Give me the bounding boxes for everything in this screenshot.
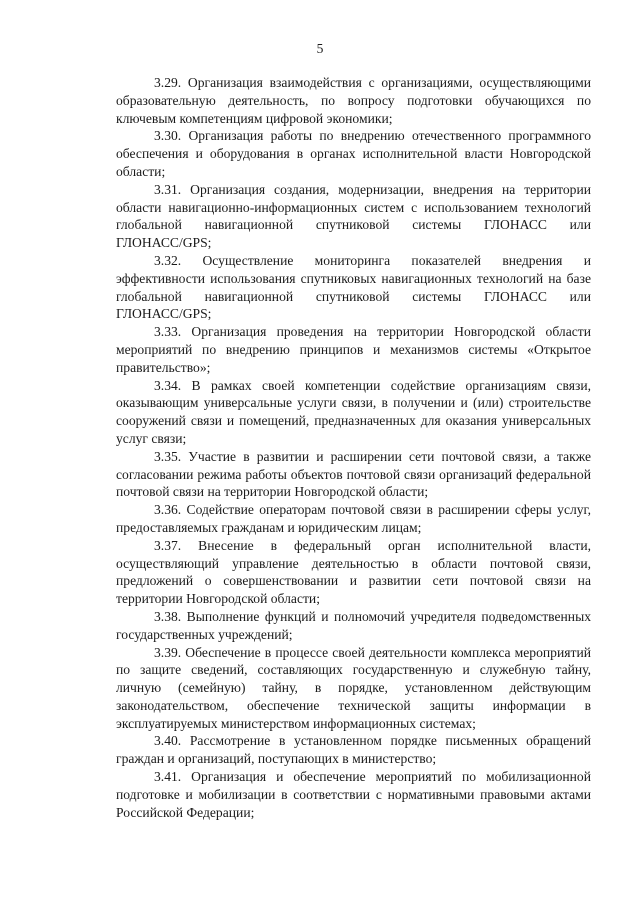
paragraph-3-36: 3.36. Содействие операторам почтовой связи в расширении сферы услуг, предоставляемых гражданам и юридическим лицам; bbox=[116, 502, 591, 535]
paragraph-3-31: 3.31. Организация создания, модернизации, внедрения на территории области навигационно-информационных систем с использованием технологий глобальной навигационной спутниковой системы ГЛОНАСС или ГЛОНАСС/GPS; bbox=[116, 181, 591, 251]
paragraph-3-39: 3.39. Обеспечение в процессе своей деятельности комплекса мероприятий по защите сведений, составляющих государственную и служебную тайну, личную (семейную) тайну, в порядке, установленном действующим законодательством, обеспечение технической защиты информации в эксплуатируемых министерством информационных системах; bbox=[116, 644, 591, 731]
paragraph-3-32: 3.32. Осуществление мониторинга показателей внедрения и эффективности использования спутниковых навигационных технологий на базе глобальной навигационной спутниковой системы ГЛОНАСС или ГЛОНАСС/GPS; bbox=[116, 252, 591, 322]
paragraph-3-41: 3.41. Организация и обеспечение мероприятий по мобилизационной подготовке и мобилизации в соответствии с нормативными правовыми актами Российской Федерации; bbox=[116, 769, 591, 820]
document-body bbox=[116, 74, 591, 821]
paragraph-3-40: 3.40. Рассмотрение в установленном порядке письменных обращений граждан и организаций, поступающих в министерство; bbox=[116, 733, 591, 767]
paragraph-3-30: 3.30. Организация работы по внедрению отечественного программного обеспечения и оборудования в органах исполнительной власти Новгородской области; bbox=[116, 128, 591, 179]
paragraph-3-35: 3.35. Участие в развитии и расширении сети почтовой связи, а также согласовании режима работы объектов почтовой связи организаций федеральной почтовой связи на территории Новгородской области; bbox=[116, 448, 591, 500]
page-number: 5 bbox=[316, 41, 324, 56]
paragraph-3-34: 3.34. В рамках своей компетенции содействие организациям связи, оказывающим универсальные услуги связи, в получении и (или) строительстве сооружений связи и помещений, предназначенных для оказания универсальных услуг связи; bbox=[116, 377, 591, 446]
paragraph-3-33: 3.33. Организация проведения на территории Новгородской области мероприятий по внедрению принципов и механизмов системы «Открытое правительство»; bbox=[116, 324, 591, 375]
paragraph-3-37: 3.37. Внесение в федеральный орган исполнительной власти, осуществляющий управление деятельностью в области почтовой связи, предложений о совершенствовании и развитии сети почтовой связи на территории Новгородской области; bbox=[116, 537, 591, 607]
paragraph-3-29: 3.29. Организация взаимодействия с организациями, осуществляющими образовательную деятельность, по вопросу подготовки обучающихся по ключевым компетенциям цифровой экономики; bbox=[116, 75, 591, 126]
paragraph-3-38: 3.38. Выполнение функций и полномочий учредителя подведомственных государственных учреждений; bbox=[116, 608, 591, 642]
